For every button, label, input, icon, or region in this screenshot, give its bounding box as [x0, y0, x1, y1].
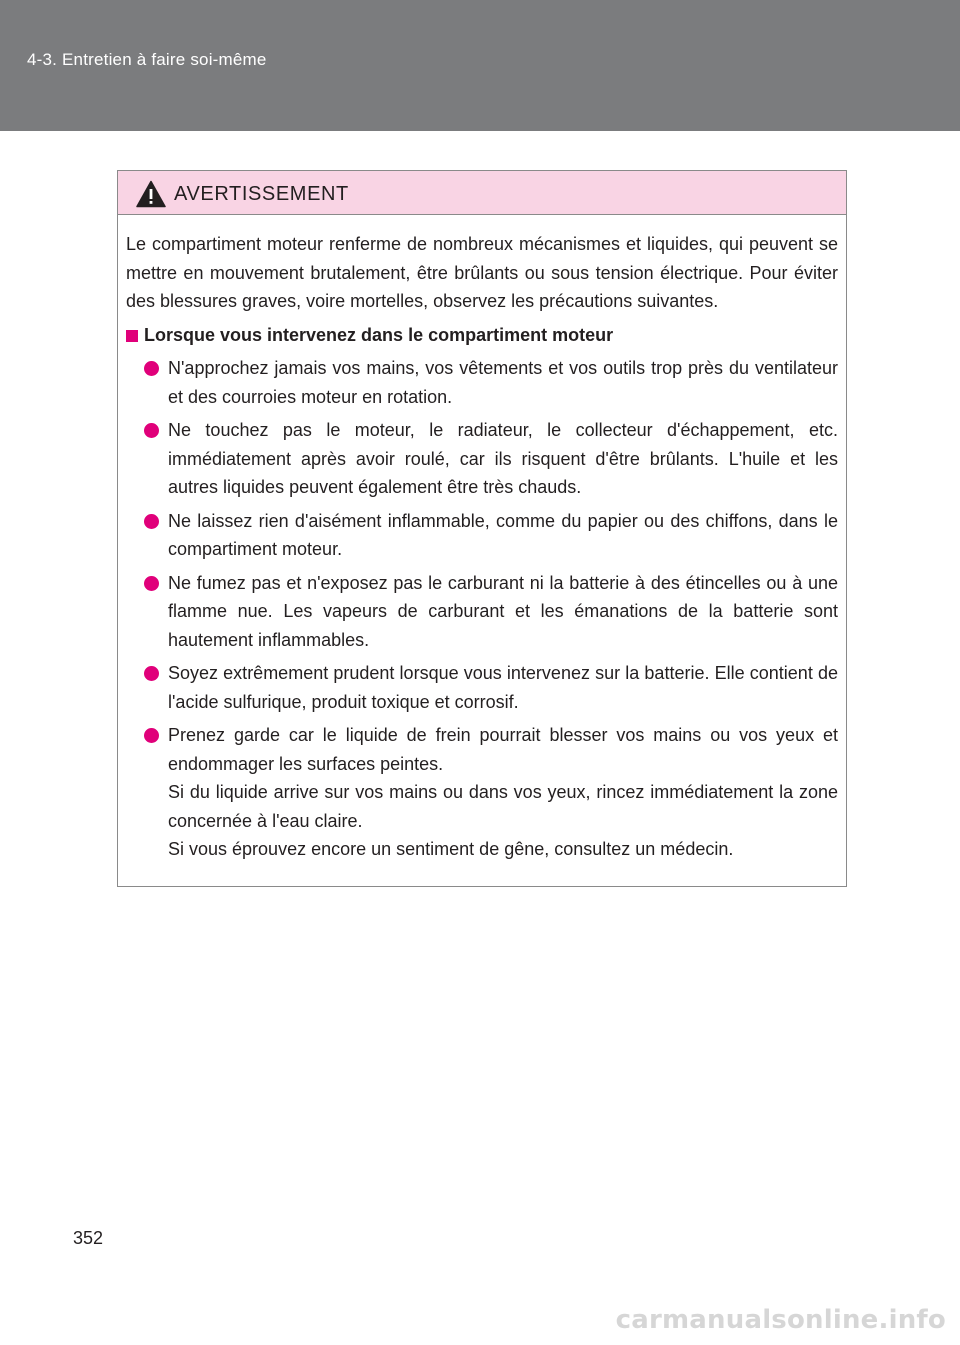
bullet-text: Ne fumez pas et n'exposez pas le carburant ni la batterie à des étincelles ou à une flamme nue. Les vapeurs de carburant et les émanations de la batterie sont hautement inflammables.	[168, 572, 838, 650]
bullet-item	[126, 354, 838, 411]
section-heading-text: Lorsque vous intervenez dans le compartiment moteur	[144, 324, 614, 345]
round-bullet-icon	[144, 576, 159, 591]
warning-title: AVERTISSEMENT	[174, 183, 349, 205]
square-bullet-icon	[126, 330, 138, 342]
warning-body	[118, 215, 846, 864]
round-bullet-icon	[144, 514, 159, 529]
warning-box	[117, 170, 847, 887]
bullet-item	[126, 569, 838, 655]
round-bullet-icon	[144, 361, 159, 376]
bullet-text-continued: Si du liquide arrive sur vos mains ou dans vos yeux, rincez immédiatement la zone concernée à l'eau claire.	[168, 782, 838, 831]
bullet-text: Prenez garde car le liquide de frein pourrait blesser vos mains ou vos yeux et endommager les surfaces peintes.	[168, 725, 838, 774]
bullet-text: Soyez extrêmement prudent lorsque vous intervenez sur la batterie. Elle contient de l'acide sulfurique, produit toxique et corrosif.	[168, 663, 838, 712]
bullet-text: Ne laissez rien d'aisément inflammable, comme du papier ou des chiffons, dans le compartiment moteur.	[168, 510, 838, 559]
watermark: carmanualsonline.info	[615, 1305, 946, 1335]
bullet-item	[126, 416, 838, 502]
section-heading	[126, 321, 838, 350]
bullet-text-continued: Si vous éprouvez encore un sentiment de gêne, consultez un médecin.	[168, 839, 734, 859]
bullet-item	[126, 659, 838, 716]
bullet-item	[126, 721, 838, 864]
warning-header	[118, 171, 846, 215]
round-bullet-icon	[144, 423, 159, 438]
bullet-text: Ne touchez pas le moteur, le radiateur, le collecteur d'échappement, etc. immédiatement après avoir roulé, car ils risquent d'être brûlants. L'huile et les autres liquides peuvent également être très chauds.	[168, 420, 838, 497]
section-title: 4-3. Entretien à faire soi-même	[27, 50, 267, 69]
round-bullet-icon	[144, 666, 159, 681]
round-bullet-icon	[144, 728, 159, 743]
warning-intro: Le compartiment moteur renferme de nombreux mécanismes et liquides, qui peuvent se mettre en mouvement brutalement, être brûlants ou sous tension électrique. Pour éviter des blessures graves, voire mortelles, observez les précautions suivantes.	[126, 234, 838, 311]
page-header-band	[0, 0, 960, 131]
bullet-text: N'approchez jamais vos mains, vos vêtements et vos outils trop près du ventilateur et des courroies moteur en rotation.	[168, 358, 838, 407]
page-number: 352	[73, 1228, 104, 1248]
bullet-item	[126, 507, 838, 564]
warning-triangle-icon	[136, 180, 166, 208]
